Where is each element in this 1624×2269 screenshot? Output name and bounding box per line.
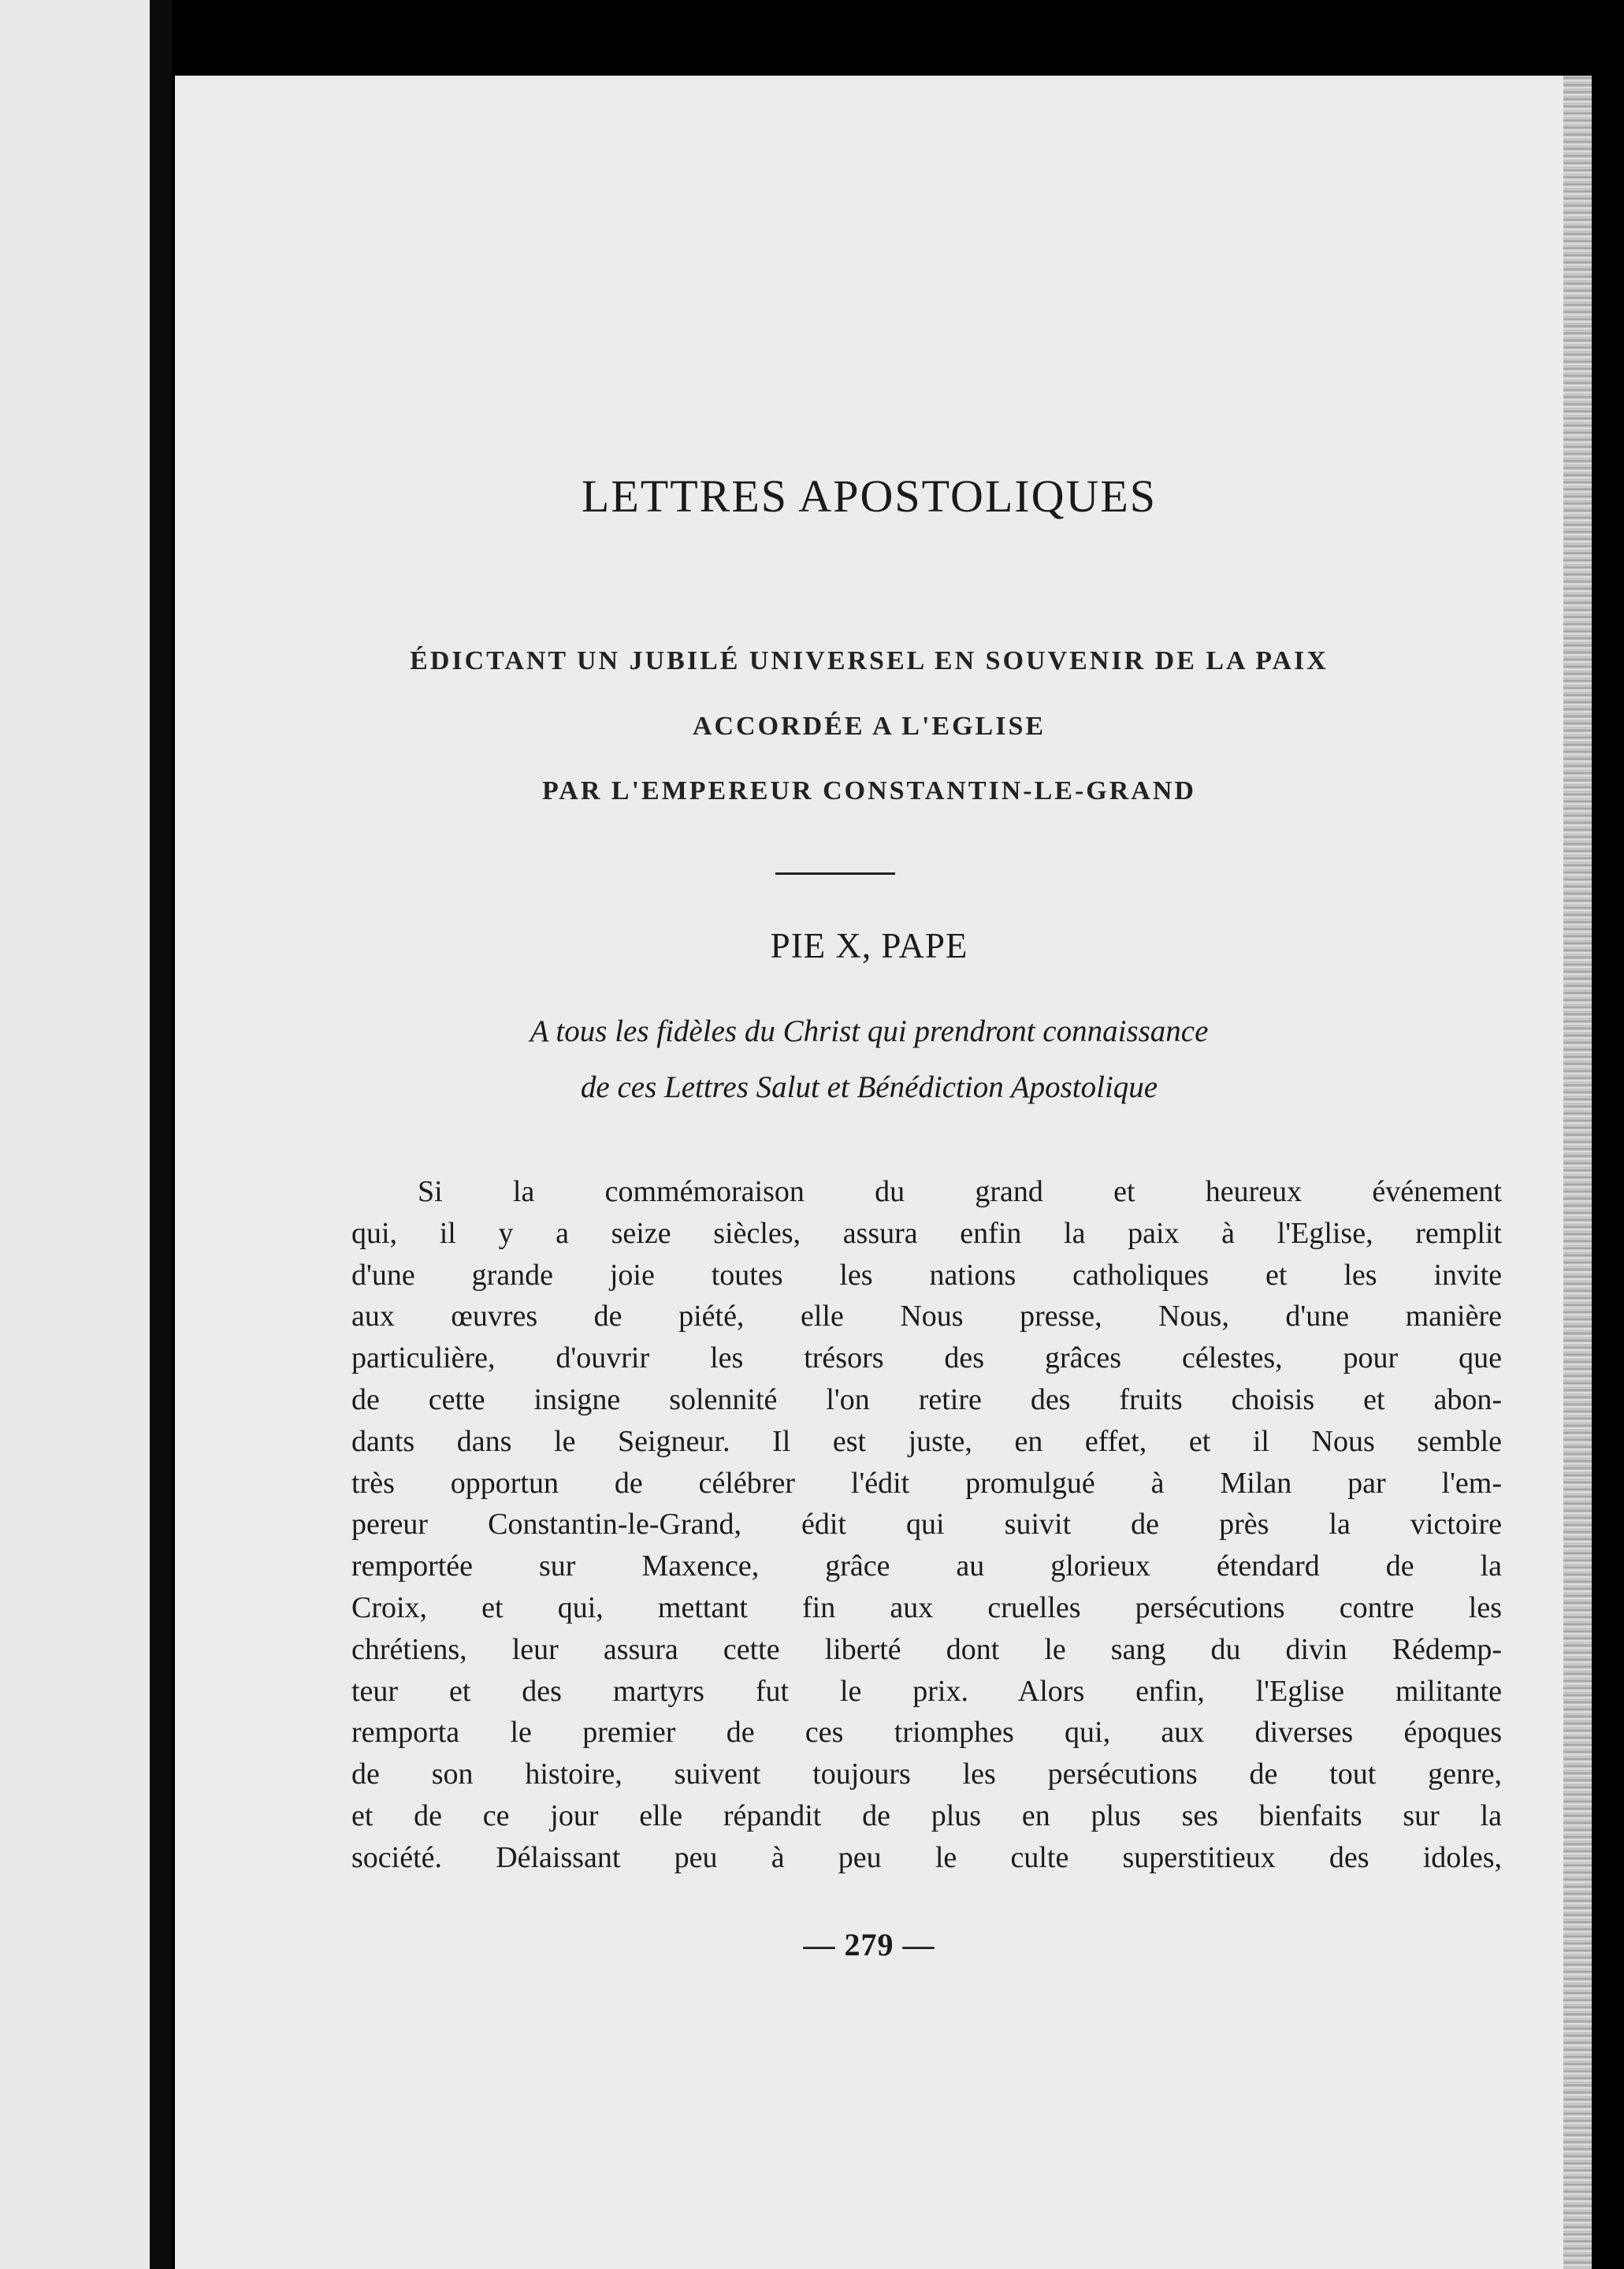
- page-number: — 279 —: [803, 1927, 935, 1962]
- body-line: pereur Constantin-le-Grand, édit qui suivit de près la victoire: [351, 1508, 1502, 1542]
- page-stack-edge: [1563, 76, 1592, 2269]
- body-line: dants dans le Seigneur. Il est juste, en effet, et il Nous semble: [351, 1424, 1502, 1458]
- body-line: société. Délaissant peu à peu le culte superstitieux des idoles,: [351, 1840, 1502, 1874]
- body-line: aux œuvres de piété, elle Nous presse, Nous, d'une manière: [351, 1300, 1502, 1334]
- body-line: d'une grande joie toutes les nations catholiques et les invite: [351, 1258, 1502, 1292]
- body-line: teur et des martyrs fut le prix. Alors enfin, l'Eglise militante: [351, 1674, 1502, 1708]
- body-line: de cette insigne solennité l'on retire des fruits choisis et abon-: [351, 1382, 1502, 1416]
- page-title: LETTRES APOSTOLIQUES: [581, 471, 1158, 522]
- body-line: Croix, et qui, mettant fin aux cruelles persécutions contre les: [351, 1590, 1502, 1624]
- body-line: remportée sur Maxence, grâce au glorieux étendard de la: [351, 1549, 1502, 1583]
- address-line-1: A tous les fidèles du Christ qui prendront connaissance: [530, 1014, 1209, 1048]
- body-line: chrétiens, leur assura cette liberté dont le sang du divin Rédemp-: [351, 1632, 1502, 1666]
- subtitle-line-2: ACCORDÉE A L'EGLISE: [692, 712, 1046, 741]
- body-line: remporta le premier de ces triomphes qui, aux diverses époques: [351, 1716, 1502, 1750]
- body-line: et de ce jour elle répandit de plus en plus ses bienfaits sur la: [351, 1798, 1502, 1832]
- address-line-2: de ces Lettres Salut et Bénédiction Apostolique: [580, 1070, 1158, 1104]
- section-divider: [775, 872, 895, 875]
- subtitle-line-3: PAR L'EMPEREUR CONSTANTIN-LE-GRAND: [542, 776, 1196, 805]
- body-paragraph: [351, 1171, 1502, 1879]
- body-line: très opportun de célébrer l'édit promulgué à Milan par l'em-: [351, 1466, 1502, 1500]
- subtitle-line-1: ÉDICTANT UN JUBILÉ UNIVERSEL EN SOUVENIR DE LA PAIX: [410, 646, 1329, 675]
- gutter-shadow: [150, 0, 172, 2269]
- body-line: particulière, d'ouvrir les trésors des grâces célestes, pour que: [351, 1341, 1502, 1375]
- facing-page-edge: [0, 0, 150, 2269]
- author-heading: PIE X, PAPE: [770, 926, 968, 965]
- book-page: [175, 76, 1563, 2269]
- body-line: de son histoire, suivent toujours les persécutions de tout genre,: [351, 1758, 1502, 1791]
- body-line: qui, il y a seize siècles, assura enfin la paix à l'Eglise, remplit: [351, 1216, 1502, 1250]
- body-line: Si la commémoraison du grand et heureux événement: [418, 1175, 1502, 1208]
